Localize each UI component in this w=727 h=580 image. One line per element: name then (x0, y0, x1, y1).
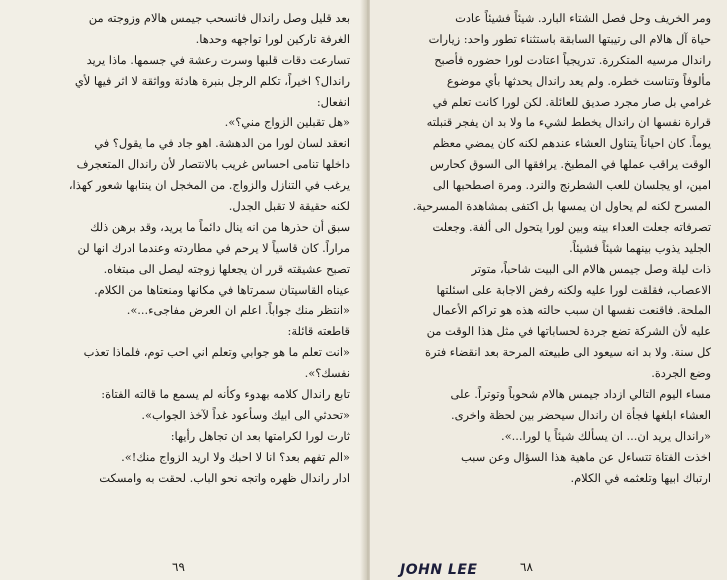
left-text-line: قاطعته قائلة: (287, 324, 350, 339)
right-text-line: ذات ليلة وصل جيمس هالام الى البيت شاحباً، متوتر (471, 261, 711, 276)
right-text-line: تصرفاته جعلت العداء بينه وبين لورا يتحول الى ألفة. وجعلت (432, 219, 711, 234)
left-text-line: عيناه القاسيتان سمرتاها في مكانها ومنعتاها من الكلام. (94, 282, 350, 297)
right-text-line: غرامي بل صار مجرد صديق للعائلة. لكن لورا كانت تعلم في (432, 94, 711, 109)
left-text-line: «تحدثي الى ابيك وسأعود غداً لآخذ الجواب». (141, 407, 350, 422)
right-page (370, 0, 727, 580)
left-text-line: راندال؟ اخيراً، تكلم الرجل بنبرة هادئة وواثقة لا اثر فيها لأي (74, 73, 350, 88)
right-text-line: مساء اليوم التالي ازداد جيمس هالام شحوباً وتوتراً. على (450, 387, 711, 402)
right-text-line: راندال مرسيه المتكررة. تدريجياً اعتادت لورا حضوره فأصبح (434, 52, 711, 67)
left-text-line: داخلها تنامى احساس غريب بالانتصار لأن راندال المتعجرف (76, 157, 350, 172)
left-text-line: الغرفة تاركين لورا تواجهه وحدها. (195, 31, 350, 46)
right-text-line: المسرح لكنه لم يحاول ان يمسها بل اكتفى بمشاهدة المسرحية. (412, 199, 711, 214)
right-text-line: ارتباك ابيها وتلعثمه في الكلام. (570, 470, 711, 485)
right-text-line: الاعصاب، فقلقت لورا عليه ولكنه رفض الاجابة على اسئلتها (436, 282, 711, 297)
left-text-line: مراراً. كان قاسياً لا يرحم في مطاردته وعندما ادرك انها لن (77, 240, 350, 255)
left-page-number: ٦٩ (172, 560, 185, 574)
left-text-line: تابع راندال كلامه بهدوء وكأنه لم يسمع ما قالته الفتاة: (101, 387, 350, 402)
signature-stamp: JOHN LEE (400, 562, 478, 578)
left-text-line: تصبح عشيقته قرر ان يجعلها زوجته ليصل الى مبتغاه. (103, 261, 350, 276)
left-text-line: بعد قليل وصل راندال فانسحب جيمس هالام وزوجته من (88, 11, 350, 25)
left-page-text (14, 8, 350, 488)
left-text-line: تسارعت دقات قلبها وسرت رعشة في جسمها. ماذا يريد (86, 52, 350, 67)
right-text-line: قرارة نفسها ان راندال يخطط لشيء ما ولا بد ان يفجر قنبلته (426, 115, 711, 130)
right-page-text (392, 8, 711, 488)
right-text-line: كل سنة. ولا بد انه سيعود الى طبيعته المرحة بعد انقضاء فترة (425, 345, 711, 360)
right-text-line: يوماً. كان احياناً يتناول العشاء عندهم لكنه كان يمضي معظم (432, 136, 711, 151)
left-text-line: «هل تقبلين الزواج مني؟». (224, 115, 350, 130)
left-text-line: لكنه حقيقة لا تقبل الجدل. (228, 199, 350, 214)
right-text-line: مألوفاً وتناست خطره. ولم يعد راندال يحدثها بأي موضوع (446, 73, 711, 88)
right-text-line: وضع الجردة. (651, 366, 711, 381)
right-text-line: امين، او يجلسان للعب الشطرنج والنرد. ومرة اصطحبها الى (432, 178, 711, 193)
right-text-line: العشاء ابلغها فجأة ان راندال سيحضر بين لحظة واخرى. (450, 407, 711, 422)
right-text-line: الملحة. فاقنعت نفسها ان سبب حالته هذه هو تراكم الأعمال (432, 303, 711, 318)
right-page-number: ٦٨ (520, 560, 533, 574)
left-text-line: سبق أن حذرها من انه ينال دائماً ما يريد، وقد برهن ذلك (90, 219, 350, 234)
left-text-line: «انتظر منك جواباً. اعلم ان العرض مفاجىء...». (126, 303, 350, 318)
right-text-line: الوقت يراقب عملها في المطبخ. يرافقها الى السوق كحارس (429, 157, 711, 172)
left-text-line: ثارت لورا لكرامتها بعد ان تجاهل رأيها: (170, 428, 350, 443)
left-text-line: «انت تعلم ما هو جوابي وتعلم اني احب توم، فلماذا تعذب (83, 345, 350, 360)
right-text-line: ومر الخريف وحل فصل الشتاء البارد. شيئاً فشيئاً عادت (455, 11, 711, 25)
right-text-line: الجليد يذوب بينهما شيئاً فشيئاً. (569, 240, 711, 255)
left-text-line: نفسك؟». (304, 366, 350, 381)
left-text-line: انفعال: (316, 94, 350, 109)
right-text-line: اخذت الفتاة تتساءل عن ماهية هذا السؤال وعن سبب (460, 449, 711, 464)
right-text-line: «راندال يريد ان... ان يسألك شيئاً يا لورا...». (501, 428, 711, 443)
left-text-line: يرغب في التنازل والزواج. من المخجل ان ينتابها شعور كهذا، (68, 178, 350, 193)
left-text-line: انعقد لسان لورا من الدهشة. اهو جاد في ما يقول؟ في (94, 136, 350, 151)
left-text-line: «الم تفهم بعد؟ انا لا احبك ولا اريد الزواج منك!». (121, 449, 350, 464)
right-text-line: عليه لأن الشركة تضع جردة لحساباتها في مثل هذا الوقت من (426, 324, 711, 339)
left-text-line: ادار راندال ظهره واتجه نحو الباب. لحقت به وامسكت (99, 470, 350, 485)
right-text-line: حياة آل هالام الى رتيبتها السابقة باستثناء تطور واحد: زيارات (428, 31, 711, 46)
